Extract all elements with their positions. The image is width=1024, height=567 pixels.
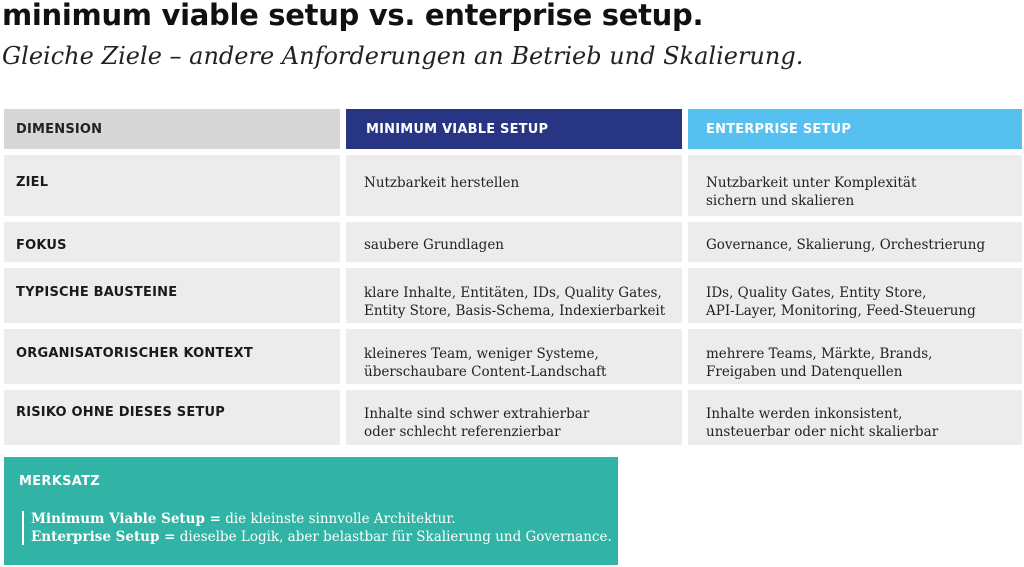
cell-text: oder schlecht referenzierbar	[364, 424, 561, 440]
table-row	[4, 329, 1022, 384]
comparison-table	[4, 109, 1022, 451]
cell-text: IDs, Quality Gates, Entity Store,	[706, 285, 927, 301]
table-row	[4, 155, 1022, 216]
row-enterprise-value	[688, 329, 1022, 384]
merksatz-title: MERKSATZ	[19, 474, 101, 489]
row-enterprise-value	[688, 390, 1022, 445]
row-enterprise-value	[688, 222, 1022, 262]
table-header-row	[4, 109, 1022, 149]
cell-text: Nutzbarkeit unter Komplexität	[706, 175, 917, 191]
row-mvs-value	[346, 222, 682, 262]
merksatz-line-2	[31, 528, 612, 546]
cell-text: Entity Store, Basis-Schema, Indexierbarkeit	[364, 303, 666, 319]
merksatz-term: Enterprise Setup =	[31, 529, 176, 545]
cell-text: Inhalte sind schwer extrahierbar	[364, 406, 590, 422]
merksatz-text	[31, 510, 612, 546]
row-dimension-label: RISIKO OHNE DIESES SETUP	[4, 390, 340, 445]
page-subtitle: Gleiche Ziele – andere Anforderungen an Betrieb und Skalierung.	[2, 42, 804, 70]
quote-bar	[22, 511, 24, 545]
cell-text: Governance, Skalierung, Orchestrierung	[706, 237, 986, 253]
cell-text: überschaubare Content-Landschaft	[364, 364, 607, 380]
row-enterprise-value	[688, 155, 1022, 216]
cell-text: saubere Grundlagen	[364, 237, 504, 253]
header-enterprise-setup: ENTERPRISE SETUP	[688, 109, 1022, 149]
cell-text: Freigaben und Datenquellen	[706, 364, 903, 380]
row-mvs-value	[346, 268, 682, 323]
cell-text: Inhalte werden inkonsistent,	[706, 406, 903, 422]
table-row	[4, 390, 1022, 445]
row-mvs-value	[346, 155, 682, 216]
table-row	[4, 222, 1022, 262]
row-mvs-value	[346, 329, 682, 384]
row-dimension-label: FOKUS	[4, 222, 340, 262]
merksatz-line-1	[31, 510, 612, 528]
row-dimension-label: ORGANISATORISCHER KONTEXT	[4, 329, 340, 384]
table-row	[4, 268, 1022, 323]
merksatz-definition: die kleinste sinnvolle Architektur.	[220, 511, 456, 527]
row-dimension-label: TYPISCHE BAUSTEINE	[4, 268, 340, 323]
cell-text: klare Inhalte, Entitäten, IDs, Quality Gates,	[364, 285, 662, 301]
cell-text: sichern und skalieren	[706, 193, 855, 209]
cell-text: unsteuerbar oder nicht skalierbar	[706, 424, 939, 440]
page-title: minimum viable setup vs. enterprise setup.	[2, 0, 704, 32]
merksatz-box	[4, 457, 618, 565]
row-enterprise-value	[688, 268, 1022, 323]
cell-text: mehrere Teams, Märkte, Brands,	[706, 346, 933, 362]
cell-text: kleineres Team, weniger Systeme,	[364, 346, 599, 362]
merksatz-definition: dieselbe Logik, aber belastbar für Skalierung und Governance.	[175, 529, 612, 545]
header-minimum-viable-setup: MINIMUM VIABLE SETUP	[346, 109, 682, 149]
header-dimension: DIMENSION	[4, 109, 340, 149]
row-dimension-label: ZIEL	[4, 155, 340, 216]
cell-text: API-Layer, Monitoring, Feed-Steuerung	[706, 303, 976, 319]
cell-text: Nutzbarkeit herstellen	[364, 175, 520, 191]
merksatz-term: Minimum Viable Setup =	[31, 511, 221, 527]
row-mvs-value	[346, 390, 682, 445]
